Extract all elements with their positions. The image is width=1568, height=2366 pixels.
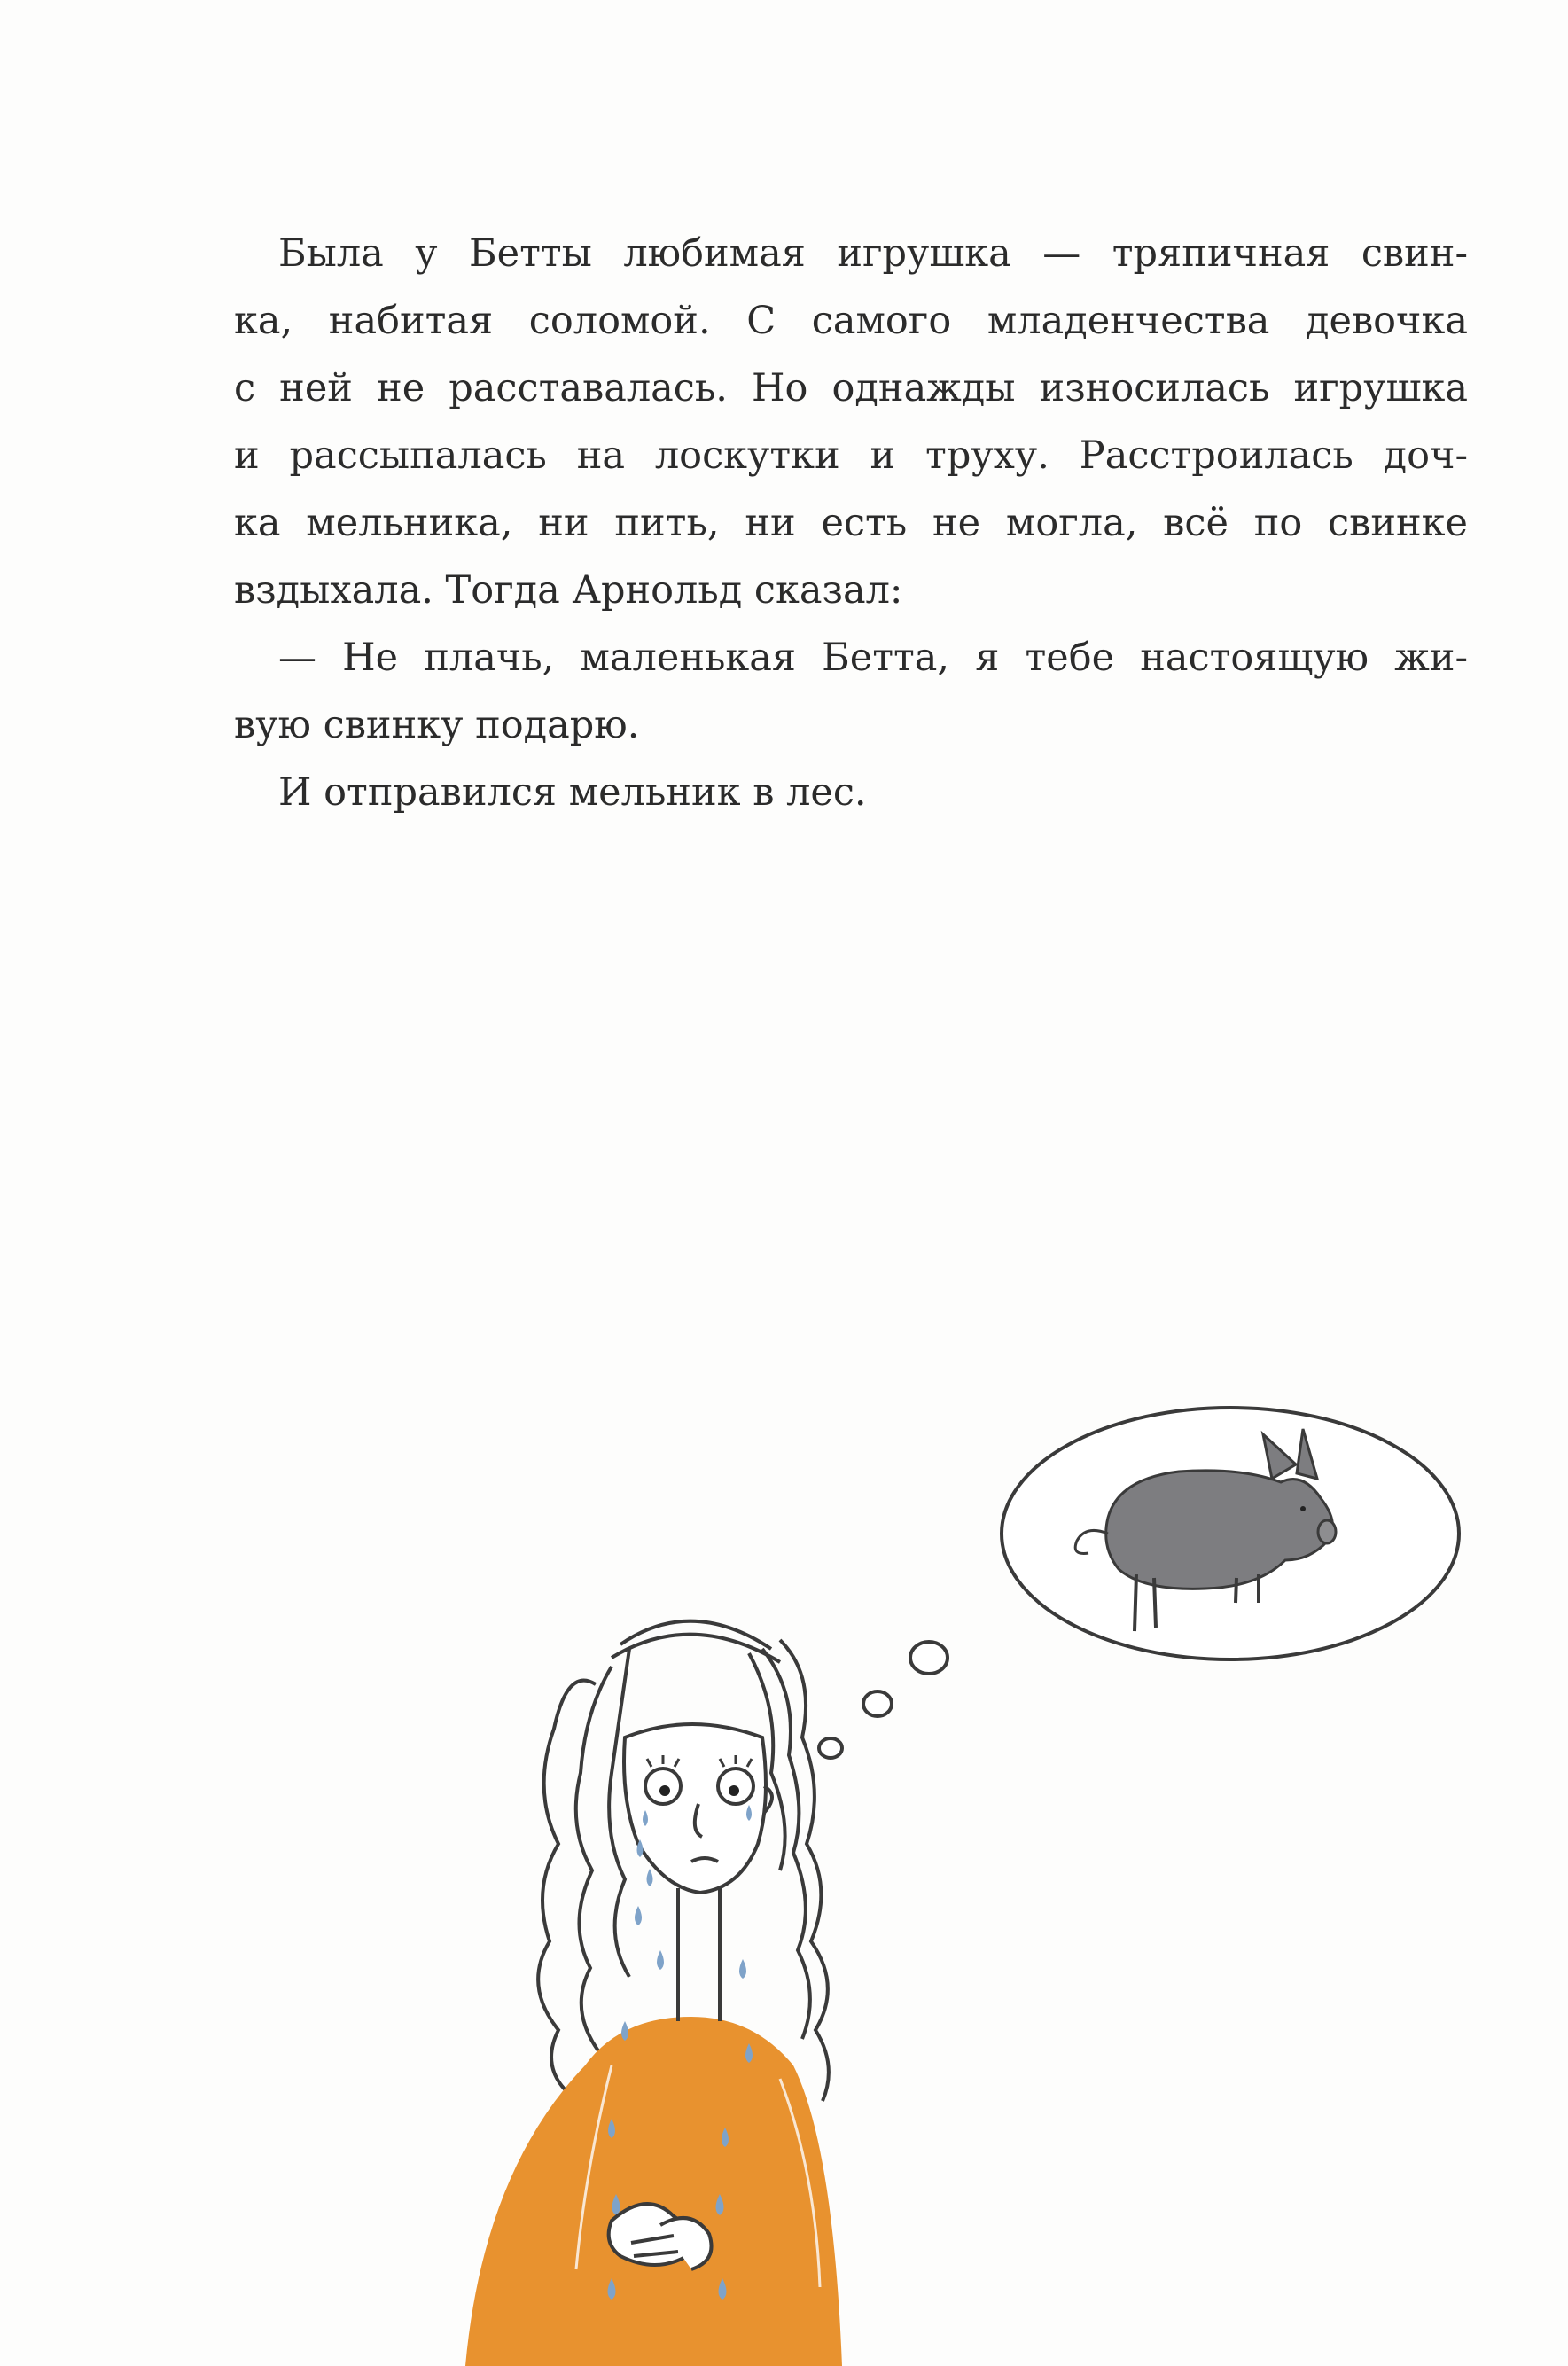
text-line: — Не плачь, маленькая Бетта, я тебе настоящую жи- <box>278 636 1468 680</box>
girl-dress <box>465 2017 842 2366</box>
story-text <box>234 220 1468 826</box>
text-line: И отправился мельник в лес. <box>278 770 867 815</box>
paragraph-2 <box>234 624 1468 759</box>
paragraph-3 <box>234 759 1468 826</box>
text-line: Была у Бетты любимая игрушка — тряпичная свин- <box>278 231 1468 276</box>
girl-hands <box>609 2204 712 2269</box>
text-line: вздыхала. Тогда Арнольд сказал: <box>234 568 903 613</box>
girl-face <box>624 1724 772 2021</box>
pig-icon <box>1075 1429 1336 1631</box>
text-line: и рассыпалась на лоскутки и труху. Расстроилась доч- <box>234 433 1468 478</box>
text-line: ка, набитая соломой. С самого младенчества девочка <box>234 299 1468 343</box>
tear-drops <box>608 1805 753 2300</box>
thought-bubble-icon <box>819 1408 1459 1758</box>
text-line: вую свинку подарю. <box>234 703 640 747</box>
text-line: с ней не расставалась. Но однажды износилась игрушка <box>234 366 1468 410</box>
text-line: ка мельника, ни пить, ни есть не могла, всё по свинке <box>234 501 1468 545</box>
girl-hair <box>538 1621 829 2101</box>
paragraph-1 <box>234 220 1468 624</box>
